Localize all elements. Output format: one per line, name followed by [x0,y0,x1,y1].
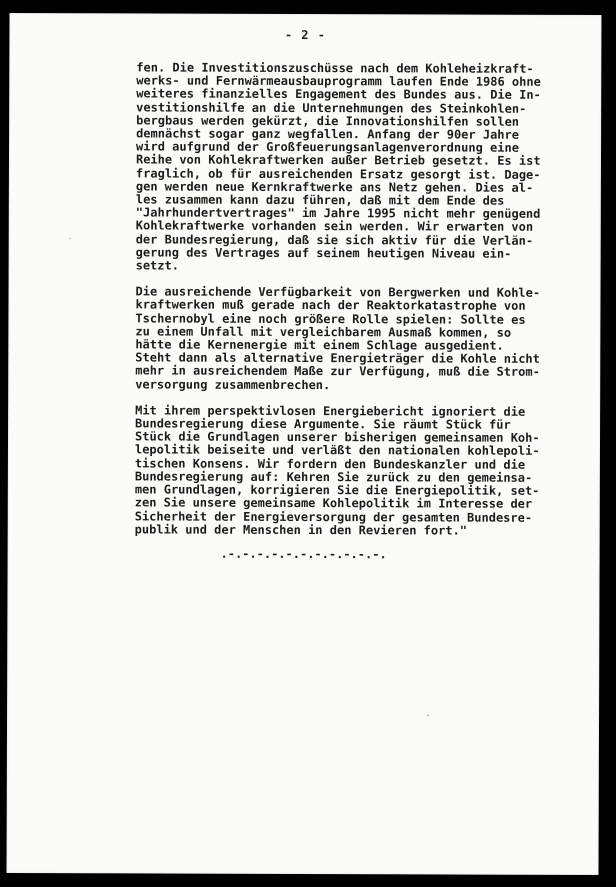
scan-speck [427,714,429,716]
document-page [7,13,602,875]
paragraph-investment-subsidies: fen. Die Investitionszuschüsse nach dem Kohleheizkraft- werks- und Fernwärmeausbauprogramm laufen Ende 1986 ohne weiteres finanzielles Engagement des Bundes aus. Die In- vestitionshilfe an die Unternehmungen des Steinkohlen- bergbaus werden gekürzt, die Innovationshilfen sollen demnächst sogar ganz wegfallen. Anfang der 90er Jahre wird aufgrund der Großfeuerungsanlagenverordnung eine Reihe von Kohlekraftwerken außer Betrieb gesetzt. Es ist fraglich, ob für ausreichenden Ersatz gesorgt ist. Dage- gen werden neue Kernkraftwerke ans Netz gehen. Dies al- les zusammen kann dazu führen, daß mit dem Ende des "Jahrhundertvertrages" im Jahre 1995 nicht mehr genügend Kohlekraftwerke vorhanden sein werden. Wir erwarten von der Bundesregierung, daß sie sich aktiv für die Verlän- gerung des Vertrages auf seinem heutigen Niveau ein- setzt. [135,60,541,273]
document-body [135,61,557,550]
dotted-divider: .-.-.-.-.-.-.-.-.-.-.-. [220,546,387,562]
paragraph-energy-report-demand: Mit ihrem perspektivlosen Energiebericht ignoriert die Bundesregierung diese Argumente. Sie räumt Stück für Stück die Grundlagen unserer bisherigen gemeinsamen Koh- lepolitik beiseite und verläßt den nationalen kohlepoli- tischen Konsens. Wir fordern den Bundeskanzler und die Bundesregierung auf: Kehren Sie zurück zu den gemeinsa- men Grundlagen, korrigieren Sie die Energiepolitik, set- zen Sie unsere gemeinsame Kohlepolitik im Interesse der Sicherheit der Energieversorgung der gesamten Bundesre- publik und der Menschen in den Revieren fort." [134,403,540,538]
scan-speck [218,409,220,411]
page-number: - 2 - [284,27,327,43]
paragraph-availability-chernobyl: Die ausreichende Verfügbarkeit von Bergwerken und Kohle- kraftwerken muß gerade nach der Reaktorkatastrophe von Tschernobyl eine noch größere Rolle spielen: Sollte es zu einem Unfall mit vergleichbarem Ausmaß kommen, so hätte die Kernenergie mit einem Schlage ausgedient. Steht dann als alternative Energieträger die Kohle nicht mehr in ausreichendem Maße zur Verfügung, muß die Strom- versorgung zusammenbrechen. [135,284,541,392]
scan-speck [69,238,71,239]
